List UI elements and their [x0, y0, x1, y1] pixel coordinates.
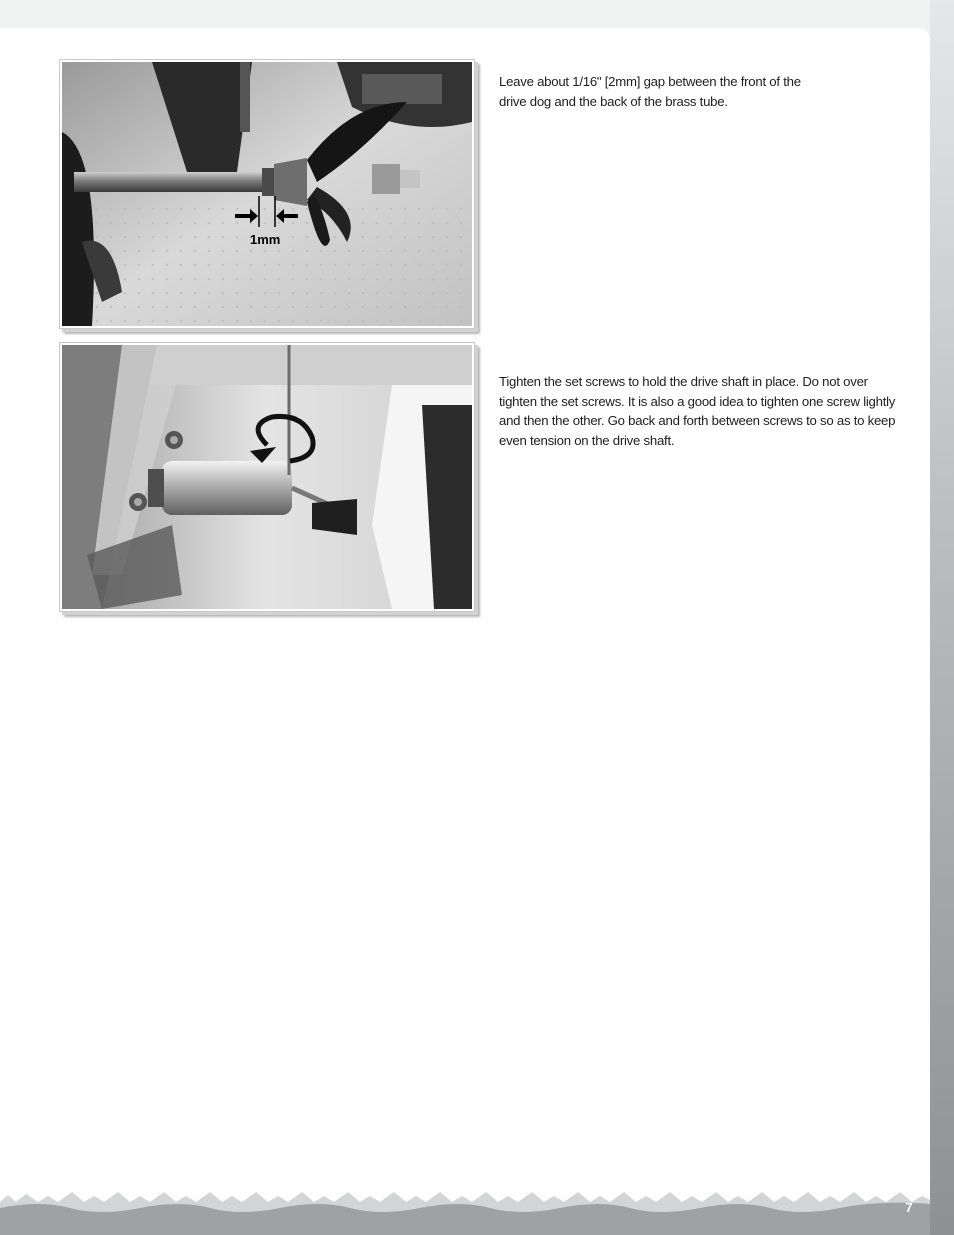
- footer-wave: [0, 1180, 930, 1235]
- photo-set-screws: [59, 342, 475, 612]
- page-number: 7: [905, 1200, 913, 1215]
- step-caption-gap: Leave about 1/16" [2mm] gap between the front of the drive dog and the back of the brass tube.: [499, 74, 801, 109]
- gap-measure-label: 1mm: [250, 232, 281, 247]
- step-caption-set-screws: Tighten the set screws to hold the drive shaft in place. Do not over tighten the set screws. It is also a good idea to tighten one screw lightly and then the other. Go back and forth between screws to so as to keep even tension on the drive shaft.: [499, 374, 896, 448]
- set-screws-image: [62, 345, 472, 609]
- propeller-gap-image: [62, 62, 472, 326]
- photo-propeller-gap: [59, 59, 475, 329]
- right-edge-band: [930, 0, 954, 1235]
